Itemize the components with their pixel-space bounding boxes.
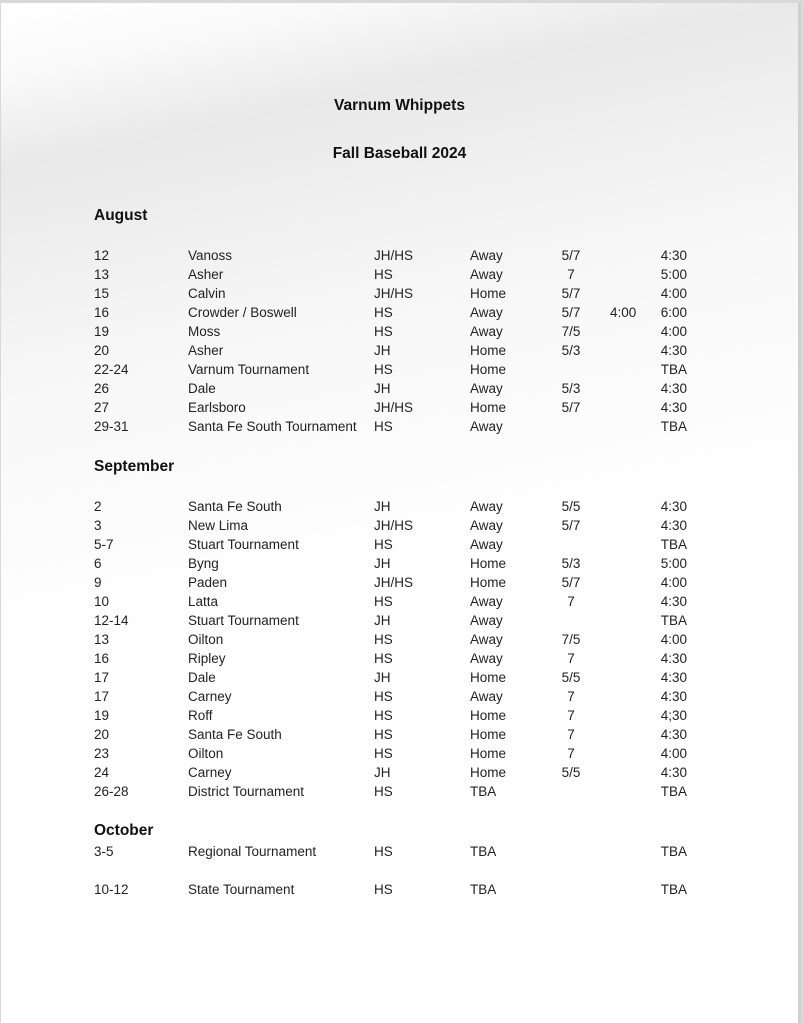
- game-opponent: Oilton: [188, 632, 224, 647]
- game-innings: 7/5: [561, 632, 581, 647]
- game-location: Away: [470, 518, 503, 533]
- game-location: Away: [470, 267, 503, 282]
- month-heading-september: September: [94, 458, 175, 475]
- game-time: TBA: [660, 844, 687, 859]
- game-location: Away: [470, 613, 503, 628]
- game-location: TBA: [470, 882, 497, 897]
- game-date: 15: [94, 286, 110, 301]
- game-location: Home: [470, 670, 507, 685]
- game-level: HS: [374, 305, 393, 320]
- game-location: Away: [470, 632, 503, 647]
- game-row: [1, 556, 798, 575]
- game-opponent: Regional Tournament: [188, 844, 317, 859]
- game-time: 5:00: [660, 556, 687, 571]
- game-row: [1, 575, 798, 594]
- game-opponent: New Lima: [188, 518, 249, 533]
- game-time: 5:00: [660, 267, 687, 282]
- game-row: [1, 343, 798, 362]
- game-opponent: Asher: [188, 267, 224, 282]
- game-date: 16: [94, 305, 110, 320]
- game-date: 13: [94, 267, 110, 282]
- game-date: 16: [94, 651, 110, 666]
- game-date: 27: [94, 400, 110, 415]
- game-location: Away: [470, 651, 503, 666]
- game-innings: 7: [567, 727, 575, 742]
- game-level: HS: [374, 362, 393, 377]
- game-row: [1, 613, 798, 632]
- game-level: JH: [374, 499, 391, 514]
- game-date: 2: [94, 499, 102, 514]
- game-time: 4:30: [660, 765, 687, 780]
- game-time: 6:00: [660, 305, 687, 320]
- game-opponent: Asher: [188, 343, 224, 358]
- game-level: HS: [374, 537, 393, 552]
- game-opponent: Vanoss: [188, 248, 233, 263]
- game-time: 4:00: [660, 632, 687, 647]
- game-row: [1, 670, 798, 689]
- game-time: 4;30: [660, 708, 687, 723]
- game-time: TBA: [660, 362, 687, 377]
- game-level: HS: [374, 651, 393, 666]
- game-date: 26: [94, 381, 110, 396]
- game-row: [1, 882, 798, 901]
- game-level: HS: [374, 689, 393, 704]
- game-date: 26-28: [94, 784, 129, 799]
- game-row: [1, 632, 798, 651]
- game-opponent: Ripley: [188, 651, 226, 666]
- game-opponent: Stuart Tournament: [188, 537, 299, 552]
- game-time: 4:00: [660, 286, 687, 301]
- game-row: [1, 400, 798, 419]
- game-level: HS: [374, 324, 393, 339]
- game-level: JH: [374, 381, 391, 396]
- game-location: Away: [470, 381, 503, 396]
- game-level: HS: [374, 267, 393, 282]
- game-opponent: Stuart Tournament: [188, 613, 299, 628]
- game-innings: 5/7: [561, 518, 581, 533]
- game-location: Away: [470, 305, 503, 320]
- game-innings: 5/5: [561, 670, 581, 685]
- game-row: [1, 651, 798, 670]
- game-time: 4:30: [660, 248, 687, 263]
- game-opponent: Varnum Tournament: [188, 362, 310, 377]
- game-date: 23: [94, 746, 110, 761]
- game-opponent: Crowder / Boswell: [188, 305, 297, 320]
- game-location: Away: [470, 537, 503, 552]
- game-date: 24: [94, 765, 110, 780]
- game-date: 17: [94, 689, 110, 704]
- game-level: JH/HS: [374, 248, 414, 263]
- game-time: 4:30: [660, 518, 687, 533]
- game-row: [1, 689, 798, 708]
- game-location: TBA: [470, 844, 497, 859]
- game-level: HS: [374, 727, 393, 742]
- game-opponent: Santa Fe South: [188, 499, 282, 514]
- game-level: JH: [374, 765, 391, 780]
- game-time: TBA: [660, 537, 687, 552]
- game-innings: 5/3: [561, 343, 581, 358]
- game-opponent: Moss: [188, 324, 221, 339]
- game-row: [1, 784, 798, 803]
- game-time: 4:30: [660, 400, 687, 415]
- game-time: 4:00: [660, 575, 687, 590]
- game-innings: 5/3: [561, 556, 581, 571]
- game-time: 4:30: [660, 594, 687, 609]
- game-time: 4:00: [660, 324, 687, 339]
- game-opponent: Latta: [188, 594, 219, 609]
- game-level: JH: [374, 556, 391, 571]
- game-row: [1, 381, 798, 400]
- game-row: [1, 708, 798, 727]
- game-row: [1, 594, 798, 613]
- game-opponent: District Tournament: [188, 784, 305, 799]
- game-location: Home: [470, 575, 507, 590]
- game-opponent: Byng: [188, 556, 219, 571]
- game-innings: 7: [567, 708, 575, 723]
- game-innings: 7: [567, 267, 575, 282]
- game-row: [1, 765, 798, 784]
- game-time: 4:30: [660, 727, 687, 742]
- game-row: [1, 286, 798, 305]
- game-date: 13: [94, 632, 110, 647]
- game-location: Away: [470, 248, 503, 263]
- game-location: Away: [470, 324, 503, 339]
- game-level: HS: [374, 844, 393, 859]
- game-time: TBA: [660, 784, 687, 799]
- game-date: 20: [94, 343, 110, 358]
- game-row: [1, 537, 798, 556]
- game-date: 3: [94, 518, 102, 533]
- game-row: [1, 248, 798, 267]
- game-innings: 7: [567, 651, 575, 666]
- game-date: 20: [94, 727, 110, 742]
- game-row: [1, 362, 798, 381]
- game-time: TBA: [660, 882, 687, 897]
- game-date: 19: [94, 324, 110, 339]
- game-location: Away: [470, 499, 503, 514]
- game-row: [1, 844, 798, 863]
- game-location: Home: [470, 400, 507, 415]
- game-innings: 5/7: [561, 286, 581, 301]
- game-level: JH/HS: [374, 286, 414, 301]
- game-location: Away: [470, 419, 503, 434]
- game-date: 5-7: [94, 537, 114, 552]
- game-row: [1, 419, 798, 438]
- game-time: 4:30: [660, 343, 687, 358]
- game-opponent: Santa Fe South: [188, 727, 282, 742]
- game-location: Home: [470, 362, 507, 377]
- game-date: 29-31: [94, 419, 129, 434]
- game-opponent: Carney: [188, 689, 232, 704]
- schedule-page: [1, 3, 801, 1023]
- game-date: 6: [94, 556, 102, 571]
- game-row: [1, 305, 798, 324]
- game-date: 9: [94, 575, 102, 590]
- game-opponent: Calvin: [188, 286, 226, 301]
- game-date: 10-12: [94, 882, 129, 897]
- game-row: [1, 499, 798, 518]
- game-level: JH: [374, 343, 391, 358]
- game-level: JH/HS: [374, 575, 414, 590]
- game-level: JH/HS: [374, 518, 414, 533]
- game-opponent: Santa Fe South Tournament: [188, 419, 357, 434]
- game-opponent: Paden: [188, 575, 228, 590]
- team-title: Varnum Whippets: [334, 97, 465, 114]
- game-innings: 5/5: [561, 499, 581, 514]
- game-innings: 5/7: [561, 575, 581, 590]
- game-time: 4:30: [660, 651, 687, 666]
- game-time: TBA: [660, 419, 687, 434]
- game-location: Home: [470, 286, 507, 301]
- game-level: JH/HS: [374, 400, 414, 415]
- game-level: HS: [374, 419, 393, 434]
- game-innings: 7: [567, 594, 575, 609]
- game-location: Home: [470, 727, 507, 742]
- game-level: HS: [374, 708, 393, 723]
- game-row: [1, 746, 798, 765]
- game-level: HS: [374, 746, 393, 761]
- game-opponent: State Tournament: [188, 882, 295, 897]
- game-opponent: Oilton: [188, 746, 224, 761]
- game-location: Home: [470, 708, 507, 723]
- game-innings: 5/5: [561, 765, 581, 780]
- game-location: Home: [470, 765, 507, 780]
- game-level: HS: [374, 632, 393, 647]
- game-opponent: Dale: [188, 670, 216, 685]
- game-innings: 5/7: [561, 248, 581, 263]
- game-opponent: Dale: [188, 381, 216, 396]
- game-opponent: Carney: [188, 765, 232, 780]
- game-level: JH: [374, 613, 391, 628]
- month-heading-august: August: [94, 207, 148, 224]
- game-innings: 7/5: [561, 324, 581, 339]
- game-level: HS: [374, 784, 393, 799]
- game-innings: 5/7: [561, 305, 581, 320]
- game-time: 4:30: [660, 381, 687, 396]
- game-location: Home: [470, 746, 507, 761]
- game-date: 12-14: [94, 613, 129, 628]
- game-date: 3-5: [94, 844, 114, 859]
- game-time: 4:00: [660, 746, 687, 761]
- month-heading-october: October: [94, 822, 154, 839]
- game-location: TBA: [470, 784, 497, 799]
- game-location: Home: [470, 556, 507, 571]
- game-opponent: Roff: [188, 708, 213, 723]
- game-level: HS: [374, 882, 393, 897]
- game-time: 4:30: [660, 499, 687, 514]
- game-opponent: Earlsboro: [188, 400, 246, 415]
- game-innings: 5/7: [561, 400, 581, 415]
- game-innings: 5/3: [561, 381, 581, 396]
- game-time: 4:30: [660, 689, 687, 704]
- game-level: JH: [374, 670, 391, 685]
- game-date: 10: [94, 594, 110, 609]
- game-jh-time: 4:00: [610, 305, 637, 320]
- game-level: HS: [374, 594, 393, 609]
- game-location: Home: [470, 343, 507, 358]
- game-location: Away: [470, 689, 503, 704]
- game-innings: 7: [567, 746, 575, 761]
- game-innings: 7: [567, 689, 575, 704]
- game-location: Away: [470, 594, 503, 609]
- game-date: 22-24: [94, 362, 129, 377]
- game-date: 19: [94, 708, 110, 723]
- game-date: 12: [94, 248, 110, 263]
- game-row: [1, 267, 798, 286]
- game-row: [1, 727, 798, 746]
- game-row: [1, 518, 798, 537]
- game-row: [1, 324, 798, 343]
- game-time: TBA: [660, 613, 687, 628]
- game-time: 4:30: [660, 670, 687, 685]
- season-title: Fall Baseball 2024: [332, 145, 467, 162]
- game-date: 17: [94, 670, 110, 685]
